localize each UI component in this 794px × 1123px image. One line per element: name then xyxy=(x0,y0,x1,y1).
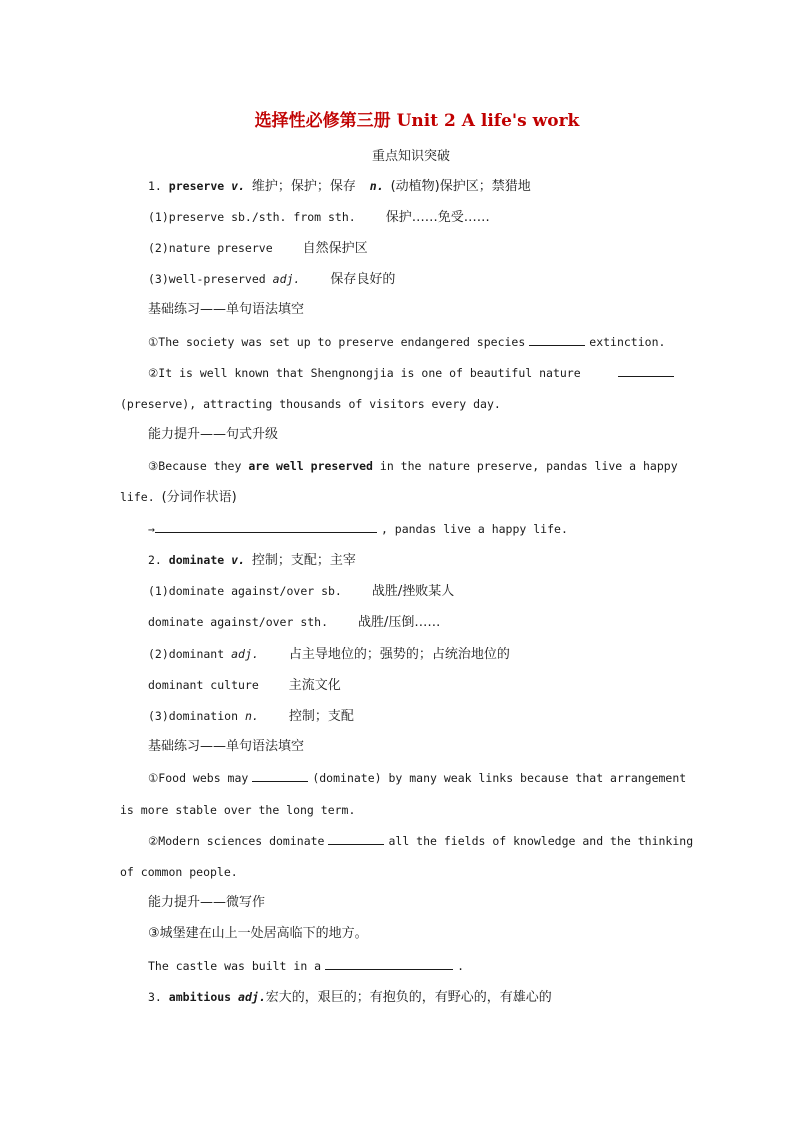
headword-preserve: preserve xyxy=(168,179,225,193)
entry-ambitious-header: 3. ambitious adj.宏大的，艰巨的；有抱负的，有野心的，有雄心的 xyxy=(148,990,552,1005)
phrase-dominate-sth: dominate against/over sth. 战胜/压倒…… xyxy=(148,615,441,630)
phrase-domination: (3)domination n. 控制；支配 xyxy=(148,709,354,724)
answer-blank xyxy=(155,519,377,533)
entry-preserve-header: 1. preserve v. 维护；保护；保存 n. (动植物)保护区；禁猎地 xyxy=(148,179,531,194)
exercise-preserve-1: ①The society was set up to preserve endangered species extinction. xyxy=(148,332,665,352)
exercise-preserve-3-rewrite: → , pandas live a happy life. xyxy=(148,519,568,539)
phrase-dominant: (2)dominant adj. 占主导地位的；强势的；占统治地位的 xyxy=(148,647,510,662)
entry-dominate-header: 2. dominate v. 控制；支配；主宰 xyxy=(148,553,356,568)
phrase-dominant-culture: dominant culture 主流文化 xyxy=(148,678,341,693)
basic-exercise-heading-2: 基础练习——单句语法填空 xyxy=(148,739,305,754)
headword-ambitious: ambitious xyxy=(168,990,232,1004)
exercise-dominate-3-prompt: ③城堡建在山上一处居高临下的地方。 xyxy=(148,926,368,941)
exercise-dominate-1: ①Food webs may (dominate) by many weak links because that arrangement xyxy=(148,768,686,788)
exercise-preserve-2-cont: (preserve), attracting thousands of visitors every day. xyxy=(120,397,501,411)
advanced-exercise-heading-2: 能力提升——微写作 xyxy=(148,895,266,910)
exercise-preserve-3: ③Because they are well preserved in the nature preserve, pandas live a happy xyxy=(148,459,678,473)
basic-exercise-heading: 基础练习——单句语法填空 xyxy=(148,302,305,317)
exercise-dominate-2: ②Modern sciences dominate all the fields of knowledge and the thinking xyxy=(148,831,693,851)
phrase-nature-preserve: (2)nature preserve 自然保护区 xyxy=(148,241,368,256)
exercise-dominate-2-cont: of common people. xyxy=(120,865,238,879)
exercise-dominate-1-cont: is more stable over the long term. xyxy=(120,803,356,817)
answer-blank xyxy=(328,831,384,845)
page-title: 选择性必修第三册 Unit 2 A life's work xyxy=(254,111,580,131)
exercise-preserve-2: ②It is well known that Shengnongjia is one of beautiful nature xyxy=(148,363,674,383)
exercise-preserve-3-cont: life. (分词作状语) xyxy=(120,490,237,505)
advanced-exercise-heading: 能力提升——句式升级 xyxy=(148,427,279,442)
arrow-icon: → xyxy=(148,522,155,536)
phrase-well-preserved: (3)well-preserved adj. 保存良好的 xyxy=(148,272,396,287)
phrase-preserve-from: (1)preserve sb./sth. from sth. 保护……免受…… xyxy=(148,210,490,225)
phrase-dominate-sb: (1)dominate against/over sb. 战胜/挫败某人 xyxy=(148,584,455,599)
headword-dominate: dominate xyxy=(168,553,225,567)
exercise-dominate-3: The castle was built in a . xyxy=(148,956,464,976)
answer-blank xyxy=(252,768,308,782)
answer-blank xyxy=(325,956,453,970)
answer-blank xyxy=(618,363,674,377)
section-subtitle: 重点知识突破 xyxy=(371,149,450,164)
answer-blank xyxy=(529,332,585,346)
